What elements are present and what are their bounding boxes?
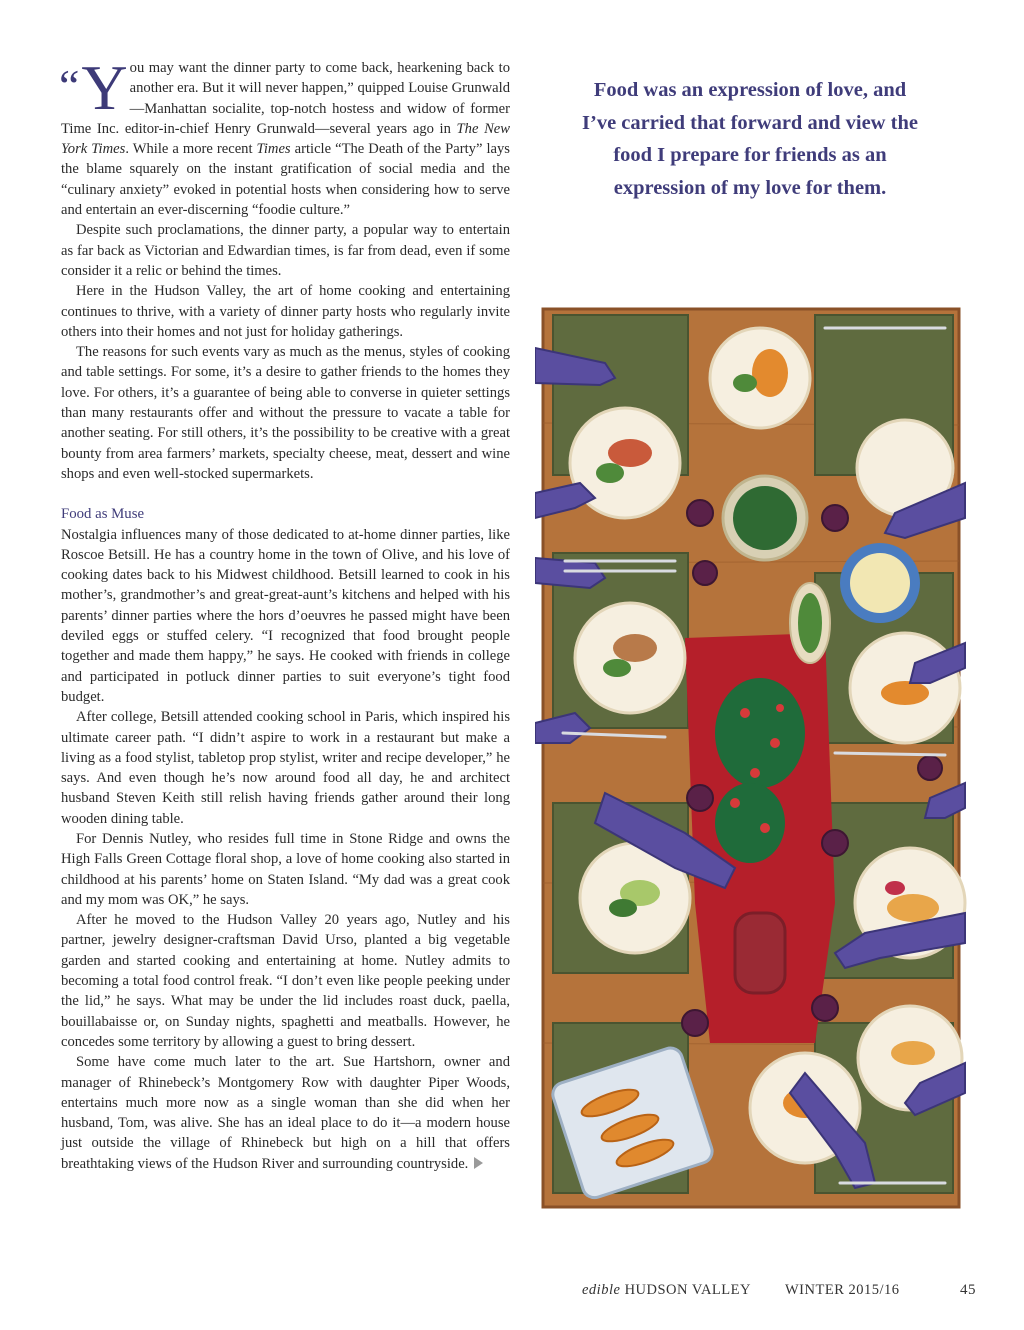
article-paragraph-7: For Dennis Nutley, who resides full time in Stone Ridge and owns the High Falls Green Cottage floral shop, a love of home cooking also started in childhood at his parents’ home on Staten Island. “My dad was a great cook and my mom was OK,” he says. [61, 830, 510, 908]
magazine-name-italic: edible [582, 1282, 621, 1298]
dinner-table-illustration [535, 303, 967, 1213]
paragraph-text: article “The Death of the Party” lays the blame squarely on the instant gratification of social media and the “culinary anxiety” evoked in potential hosts when considering how to serve and entertain an ever-discerning “foodie culture.” [61, 141, 510, 219]
drop-cap-letter: Y [81, 52, 128, 123]
article-body [59, 52, 511, 1174]
issue-date: WINTER 2015/16 [785, 1282, 900, 1298]
page-footer [560, 1282, 980, 1304]
article-paragraph-1 [59, 52, 511, 220]
drop-cap [59, 52, 128, 123]
salad [733, 486, 797, 550]
article-paragraph-6: After college, Betsill attended cooking school in Paris, which inspired his ultimate career path. “I didn’t aspire to work in a restaurant but make a living as a food stylist, tabletop prop stylist, writer and recipe developer,” he says. And even though he’s now around food all day, he and architect husband Steven Keith still relish having friends gather around their long wooden dining table. [61, 709, 510, 827]
soup [850, 553, 910, 613]
article-paragraph-2: Despite such proclamations, the dinner party, a popular way to entertain as far back as Victorian and Edwardian times, is far from dead, even if some consider it a relic or behind the times. [61, 222, 510, 279]
magazine-name-rest: HUDSON VALLEY [620, 1282, 751, 1298]
article-paragraph-8: After he moved to the Hudson Valley 20 years ago, Nutley and his partner, jewelry designer-craftsman David Urso, planted a big vegetable garden and started cooking and entertaining at home. Nutley admits to becoming a total food control freak. “I don’t even like people peeking under the lid,” he says. What may be under the lid includes roast duck, paella, bouillabaisse or, on Sunday nights, spaghetti and meatballs. However, he concedes some territory by allowing a guest to bring dessert. [61, 912, 510, 1050]
magazine-name [582, 1282, 751, 1299]
section-subhead: Food as Muse [61, 506, 145, 523]
article-paragraph-4: The reasons for such events vary as much as the menus, styles of cooking and table settings. For some, it’s a desire to gather friends to the homes they love. For others, it’s a guarantee of being able to converse in quieter settings than many restaurants offer and without the pressure to vacate a table for another seating. For still others, it’s the possibility to be creative with a great bounty from area farmers’ markets, specialty cheese, meat, dessert and wine shops and even well-stocked supermarkets. [61, 344, 510, 482]
green-beans [798, 593, 822, 653]
article-paragraph-5: Nostalgia influences many of those dedicated to at-home dinner parties, like Roscoe Betsill. He has a country home in the town of Olive, and his love of cooking dates back to his Midwest childhood. Betsill learned to cook in his mother’s, grandmother’s and great-great-aunt’s kitchens and helped with his parents’ dinner parties where the hors d’oeuvres he passed might have been deviled eggs or stuffed celery. “I recognized that food brought people together and made them happy,” he says. He cooked with friends in college and participated in potluck dinner parties to suit everyone’s tight food budget. [61, 526, 510, 705]
page-number: 45 [960, 1282, 976, 1298]
pull-quote: Food was an expression of love, and I’ve carried that forward and view the food I prepare for friends as an expression of my love for them. [582, 79, 918, 199]
paragraph-text: Some have come much later to the art. Sue Hartshorn, owner and manager of Rhinebeck’s Montgomery Row with daughter Piper Woods, entertains much more now as a single woman than she did when her husband, Tom, was alive. She has an ideal place to do it—a modern house just outside the village of Rhinebeck but high on a hill that offers breathtaking views of the Hudson River and surrounding countryside. [61, 1054, 510, 1172]
continue-arrow-icon [474, 1157, 483, 1169]
publication-name: The New York Times [61, 120, 511, 158]
drop-cap-quote: “ [59, 60, 80, 111]
publication-name: Times [256, 141, 291, 158]
article-paragraph-3: Here in the Hudson Valley, the art of home cooking and entertaining continues to thrive, with a variety of dinner party hosts who regularly invite others into their homes and not just for holiday gatherings. [61, 283, 510, 340]
paragraph-text: ou may want the dinner party to come back, hearkening back to another era. But it will never happen,” quipped Louise Grunwald—Manhattan socialite, top-notch hostess and widow of former Time Inc. editor-in-chief Henry Grunwald—several years ago in [61, 60, 510, 137]
article-paragraph-9 [61, 1052, 510, 1174]
pitcher [735, 913, 785, 993]
paragraph-text: . While a more recent [125, 141, 257, 158]
